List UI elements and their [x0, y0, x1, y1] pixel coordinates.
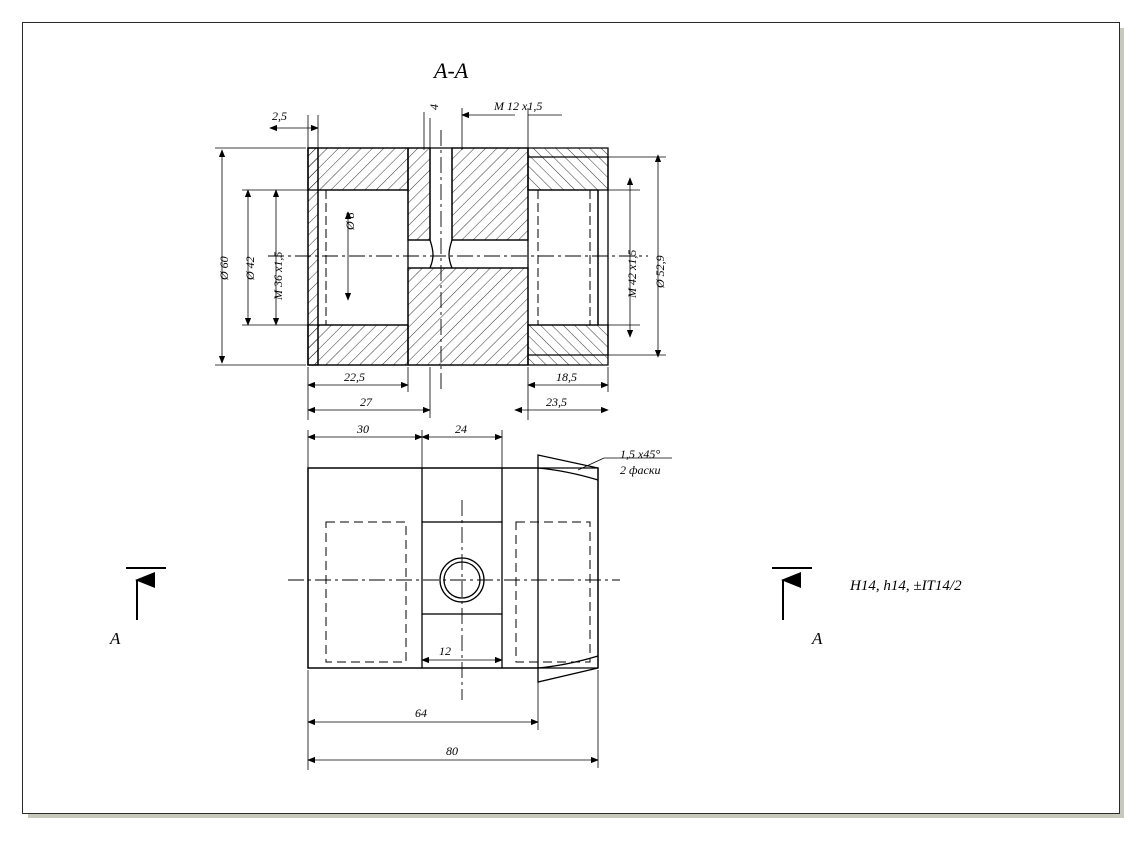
tolerance-note: H14, h14, ±IT14/2 [850, 578, 962, 594]
dim-23-5: 23,5 [546, 395, 567, 409]
dim-22-5: 22,5 [344, 370, 365, 384]
dim-64: 64 [415, 706, 427, 720]
dim-m42x15: M 42 x1,5 [625, 249, 639, 298]
dim-24: 24 [455, 422, 467, 436]
section-hatching [308, 148, 608, 365]
chamfer-note-line2: 2 фаски [620, 463, 661, 477]
dim-m12x15: M 12 x1,5 [494, 99, 543, 113]
dim-4: 4 [427, 104, 441, 110]
dim-18-5: 18,5 [556, 370, 577, 384]
section-arrow-right [772, 568, 812, 620]
dim-d42: Ø 42 [243, 256, 257, 280]
dim-d52-9: Ø 52,9 [653, 255, 667, 288]
dim-d60: Ø 60 [217, 256, 231, 280]
plan-view [288, 430, 672, 770]
section-arrow-left [126, 568, 166, 620]
dim-m36x15: M 36 x1,5 [271, 251, 285, 300]
dim-30: 30 [357, 422, 369, 436]
dim-2-5: 2,5 [272, 109, 287, 123]
dim-80: 80 [446, 744, 458, 758]
dim-d8: Ø 8 [343, 212, 357, 230]
section-title: A-A [434, 58, 469, 83]
chamfer-note-line1: 1,5 x45° [620, 447, 661, 461]
section-mark-left-label: A [110, 629, 121, 648]
section-mark-right-label: A [812, 629, 823, 648]
dim-12: 12 [439, 644, 451, 658]
dim-27: 27 [360, 395, 372, 409]
